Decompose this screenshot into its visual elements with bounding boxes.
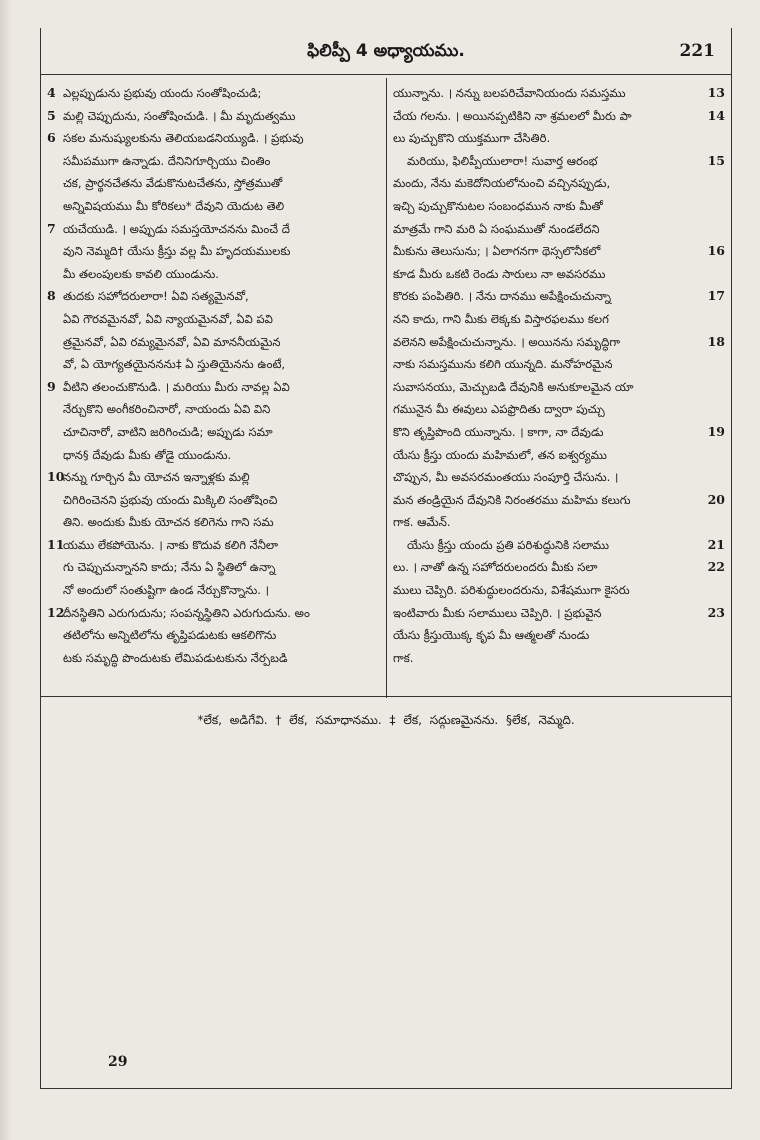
text-line bbox=[47, 331, 379, 354]
text-line bbox=[47, 556, 379, 579]
verse-text: యేసు క్రీస్తుయొక్క కృప మీ ఆత్మలతో నుండు bbox=[393, 628, 590, 643]
verse-text: సమీపముగా ఉన్నాడు. దేనినిగూర్చియు చింతిం bbox=[63, 153, 271, 168]
verse-text: యేసు క్రీస్తు యందు మహిమలో, తన ఐశ్వర్యము bbox=[393, 447, 607, 462]
text-line bbox=[47, 489, 379, 512]
text-line bbox=[393, 511, 725, 534]
verse-text: టకు సమృద్ధి పొందుటకు లేమిపడుటకును నేర్పబడి bbox=[63, 650, 288, 665]
right-text-column bbox=[393, 82, 725, 669]
text-line bbox=[47, 353, 379, 376]
verse-text: త్రమైనవో, ఏవి రమ్యమైనవో, ఏవి మాననీయమైన bbox=[63, 334, 281, 349]
verse-text: గమునైన మీ ఈవులు ఎపఫ్రొదితు ద్వారా పుచ్చు bbox=[393, 402, 605, 417]
verse-number: 7 bbox=[47, 220, 56, 236]
column-divider bbox=[386, 78, 387, 698]
verse-number: 22 bbox=[707, 559, 725, 575]
text-line bbox=[393, 127, 725, 150]
verse-text: కూడ మీరు ఒకటి రెండు సారులు నా అవసరము bbox=[393, 266, 606, 281]
text-line bbox=[47, 263, 379, 286]
scan-edge-shadow bbox=[0, 0, 12, 1140]
verse-text: కొని తృప్తిపొంది యున్నాను. । కాగా, నా దేవుడు bbox=[393, 424, 604, 439]
verse-text: చక, ప్రార్థనచేతను వేడుకొనుటచేతను, స్తోత్రముతో bbox=[63, 176, 283, 191]
text-line bbox=[47, 105, 379, 128]
verse-text: మరియు, ఫిలిప్పీయులారా! సువార్త ఆరంభ bbox=[407, 153, 598, 168]
text-line bbox=[393, 647, 725, 670]
text-line bbox=[47, 308, 379, 331]
verse-text: గాక. ఆమేన్. bbox=[393, 515, 451, 530]
text-line bbox=[47, 444, 379, 467]
verse-text: నన్ను గూర్చిన మీ యోచన ఇన్నాళ్లకు మల్లి bbox=[63, 470, 250, 485]
chapter-title: ఫిలిప్పీ 4 అధ్యాయము. bbox=[307, 41, 465, 61]
verse-text: నని కాదు, గాని మీకు లెక్కకు విస్తారఫలము కలగ bbox=[393, 311, 609, 326]
text-line bbox=[47, 511, 379, 534]
verse-number: 14 bbox=[707, 107, 725, 123]
verse-text: మీకును తెలుసును; । ఏలాగనగా థెస్సలొనీకలో bbox=[393, 244, 601, 259]
verse-number: 20 bbox=[707, 491, 725, 507]
text-line bbox=[47, 602, 379, 625]
verse-number: 8 bbox=[47, 288, 56, 304]
text-line bbox=[393, 556, 725, 579]
verse-text: లు. । నాతో ఉన్న సహోదరులందరు మీకు సలా bbox=[393, 560, 598, 575]
verse-text: యము లేకపోయెను. । నాకు కొదువ కలిగి నేనీలా bbox=[63, 537, 279, 552]
text-line bbox=[393, 466, 725, 489]
verse-text: దీనస్థితిని ఎరుగుదును; సంపన్నస్థితిని ఎరుగుదును. అం bbox=[63, 605, 310, 620]
verse-text: సువాసనయు, మెచ్చుబడి దేవునికి అనుకూలమైన యా bbox=[393, 379, 634, 394]
verse-number: 6 bbox=[47, 130, 56, 146]
verse-number: 12 bbox=[47, 604, 65, 620]
page-number: 221 bbox=[679, 41, 715, 61]
verse-number: 11 bbox=[47, 536, 65, 552]
verse-text: తిని. అందుకు మీకు యోచన కలిగెను గాని సమ bbox=[63, 515, 274, 530]
text-line bbox=[47, 421, 379, 444]
verse-text: తటిలోను అన్నిటిలోను తృప్తిపడుటకు ఆకలిగొను bbox=[63, 628, 277, 643]
verse-text: కొరకు పంపితిరి. । నేను దానము అపేక్షించుచున్నా bbox=[393, 289, 612, 304]
signature-number: 29 bbox=[108, 1054, 128, 1070]
text-line bbox=[393, 534, 725, 557]
verse-text: యచేయుడి. । అప్పుడు సమస్తయోచనను మించే దే bbox=[63, 221, 290, 236]
verse-text: ఎల్లప్పుడును ప్రభువు యందు సంతోషించుడి; bbox=[63, 86, 262, 100]
verse-text: వలెనని అపేక్షించుచున్నాను. । అయినను సమృద్ధిగా bbox=[393, 334, 621, 349]
verse-text: అన్నివిషయము మీ కోరికలు* దేవుని యెదుట తెలి bbox=[63, 198, 285, 213]
verse-text: నాకు సమస్తమును కలిగి యున్నది. మనోహరమైన bbox=[393, 357, 613, 372]
verse-number: 5 bbox=[47, 107, 56, 123]
text-line bbox=[393, 195, 725, 218]
left-text-column bbox=[47, 82, 379, 669]
verse-number: 15 bbox=[707, 152, 725, 168]
text-line bbox=[393, 421, 725, 444]
verse-text: చొప్పున, మీ అవసరమంతయు సంపూర్తి చేసును. । bbox=[393, 470, 619, 485]
footnotes: *లేక, అడిగేవి. † లేక, సమాధానము. ‡ లేక, సద్గుణమైనను. §లేక, నెమ్మది. bbox=[197, 713, 575, 727]
verse-text: చేయ గలను. । అయినప్పటికిని నా శ్రమలలో మీరు పా bbox=[393, 108, 632, 123]
text-line bbox=[47, 624, 379, 647]
text-line bbox=[393, 579, 725, 602]
text-line bbox=[393, 376, 725, 399]
text-line bbox=[47, 534, 379, 557]
text-line bbox=[47, 376, 379, 399]
footnote-rule bbox=[41, 696, 731, 697]
verse-text: యేసు క్రీస్తు యందు ప్రతి పరిశుద్ధునికి సలాము bbox=[407, 537, 610, 552]
text-line bbox=[393, 489, 725, 512]
verse-number: 21 bbox=[707, 536, 725, 552]
verse-text: మన తండ్రియైన దేవునికి నిరంతరము మహిమ కలుగు bbox=[393, 492, 631, 507]
text-line bbox=[47, 150, 379, 173]
verse-number: 18 bbox=[707, 333, 725, 349]
verse-text: ములు చెప్పిరి. పరిశుద్ధులందరును, విశేషముగా కైసరు bbox=[393, 583, 630, 598]
text-line bbox=[47, 240, 379, 263]
text-line bbox=[47, 398, 379, 421]
verse-number: 23 bbox=[707, 604, 725, 620]
verse-text: సకల మనుష్యులకును తెలియబడనియ్యుడి. । ప్రభువు bbox=[63, 131, 304, 146]
verse-number: 19 bbox=[707, 423, 725, 439]
verse-number: 16 bbox=[707, 243, 725, 259]
verse-text: వో, ఏ యోగ్యతయైననను‡ ఏ స్తుతియైనను ఉంటే, bbox=[63, 357, 286, 372]
text-line bbox=[393, 285, 725, 308]
text-line bbox=[47, 127, 379, 150]
verse-number: 10 bbox=[47, 469, 65, 485]
verse-text: చిగిరించెనని ప్రభువు యందు మిక్కిలి సంతోషించి bbox=[63, 492, 278, 507]
text-line bbox=[47, 218, 379, 241]
verse-text: వీటిని తలంచుకొనుడి. । మరియు మీరు నావల్ల ఏవి bbox=[63, 379, 290, 394]
text-line bbox=[393, 150, 725, 173]
text-line bbox=[393, 602, 725, 625]
verse-text: ఇంటివారు మీకు సలాములు చెప్పిరి. । ప్రభువైన bbox=[393, 605, 602, 620]
verse-text: యున్నాను. । నన్ను బలపరిచేవానియందు సమస్తము bbox=[393, 86, 626, 100]
verse-number: 17 bbox=[707, 288, 725, 304]
verse-text: గాక. bbox=[393, 650, 414, 665]
text-line bbox=[393, 218, 725, 241]
text-line bbox=[47, 647, 379, 670]
text-line bbox=[393, 331, 725, 354]
verse-text: మందు, నేను మకెదోనియలోనుంచి వచ్చినప్పుడు, bbox=[393, 176, 611, 191]
verse-number: 4 bbox=[47, 85, 56, 100]
text-line bbox=[47, 172, 379, 195]
verse-text: లు పుచ్చుకొని యుక్తముగా చేసితిరి. bbox=[393, 131, 551, 146]
verse-text: చూచినారో, వాటిని జరిగించుడి; అప్పుడు సమా bbox=[63, 424, 273, 439]
verse-text: మాత్రమే గాని మరి ఏ సంఘముతో నుండలేదని bbox=[393, 221, 600, 236]
verse-text: నేర్చుకొని అంగీకరించినారో, నాయందు ఏవి విని bbox=[63, 402, 271, 417]
page-header bbox=[41, 28, 731, 75]
text-line bbox=[393, 82, 725, 105]
verse-text: వుని నెమ్మది† యేసు క్రీస్తు వల్ల మీ హృదయములకు bbox=[63, 244, 291, 259]
verse-text: ఇచ్చి పుచ్చుకొనుటల సంబంధమున నాకు మీతో bbox=[393, 198, 603, 213]
text-line bbox=[393, 308, 725, 331]
verse-number: 9 bbox=[47, 378, 56, 394]
text-line bbox=[393, 624, 725, 647]
text-line bbox=[393, 353, 725, 376]
text-line bbox=[393, 444, 725, 467]
verse-text: మల్లి చెప్పుదును, సంతోషించుడి. । మీ మృదుత్వము bbox=[63, 108, 296, 123]
text-line bbox=[393, 105, 725, 128]
verse-number: 13 bbox=[707, 85, 725, 100]
verse-text: మీ తలంపులకు కావలి యుండును. bbox=[63, 266, 219, 281]
text-line bbox=[47, 466, 379, 489]
book-page bbox=[40, 28, 732, 1089]
verse-text: గు చెప్పుచున్నానని కాదు; నేను ఏ స్థితిలో ఉన్నా bbox=[63, 560, 276, 575]
text-line bbox=[393, 172, 725, 195]
text-line bbox=[47, 285, 379, 308]
text-line bbox=[47, 82, 379, 105]
text-line bbox=[393, 263, 725, 286]
text-line bbox=[393, 240, 725, 263]
verse-text: నో అందులో సంతుష్టిగా ఉండ నేర్చుకొన్నాను. । bbox=[63, 583, 270, 598]
text-line bbox=[47, 579, 379, 602]
verse-text: ఏవి గౌరవమైనవో, ఏవి న్యాయమైనవో, ఏవి పవి bbox=[63, 311, 273, 326]
verse-text: ధాన§ దేవుడు మీకు తోడై యుండును. bbox=[63, 447, 232, 462]
text-line bbox=[393, 398, 725, 421]
text-line bbox=[47, 195, 379, 218]
verse-text: తుదకు సహోదరులారా! ఏవి సత్యమైనవో, bbox=[63, 289, 249, 304]
